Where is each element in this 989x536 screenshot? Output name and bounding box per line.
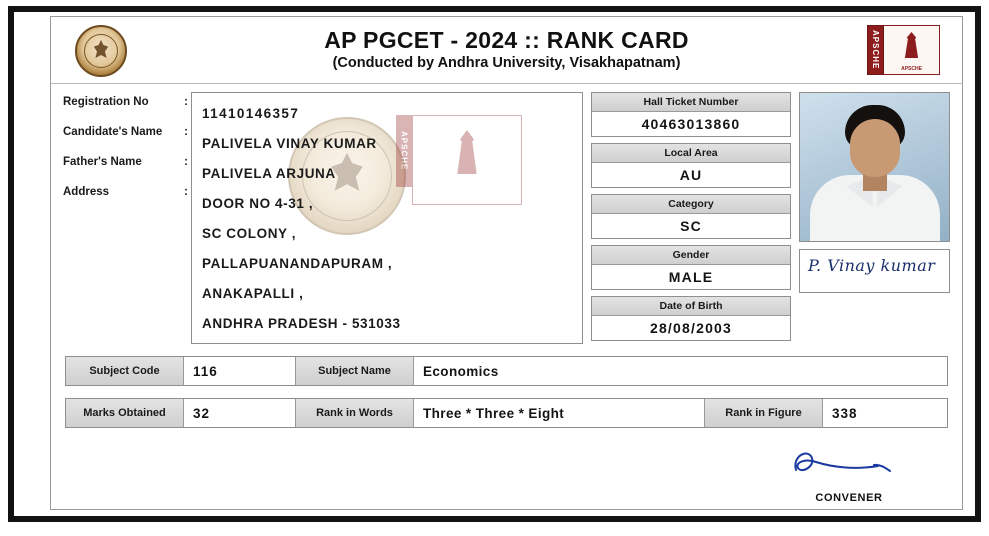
- card-body: [51, 84, 962, 510]
- value-father-name: PALIVELA ARJUNA: [202, 166, 336, 181]
- marks-obtained-label: Marks Obtained: [66, 399, 184, 427]
- label-father-name: Father's Name :: [63, 156, 188, 168]
- label-candidate-name: Candidate's Name :: [63, 126, 188, 138]
- rank-in-words-label: Rank in Words: [296, 399, 414, 427]
- value-candidate-name: PALIVELA VINAY KUMAR: [202, 136, 377, 151]
- convener-label: CONVENER: [815, 492, 883, 504]
- value-address-line-1: DOOR NO 4-31 ,: [202, 196, 314, 211]
- candidate-details: [63, 92, 583, 344]
- subject-name-value: Economics: [423, 363, 499, 379]
- info-column: [591, 92, 791, 341]
- candidate-signature-text: P. Vinay kumar: [808, 256, 936, 275]
- detail-values: [191, 92, 583, 344]
- value-address-line-2: SC COLONY ,: [202, 226, 297, 241]
- value-address-line-5: ANDHRA PRADESH - 531033: [202, 316, 401, 331]
- candidate-photo: [799, 92, 950, 242]
- card-footer: [63, 434, 950, 510]
- info-gender: Gender MALE: [591, 245, 791, 290]
- info-local-area: Local Area AU: [591, 143, 791, 188]
- page-title: AP PGCET - 2024 :: RANK CARD: [324, 27, 689, 53]
- value-registration-no: 11410146357: [202, 106, 300, 121]
- marks-row: [65, 398, 948, 428]
- subject-name-label: Subject Name: [296, 357, 414, 385]
- label-registration-no: Registration No :: [63, 96, 188, 108]
- rank-in-figure-value: 338: [832, 405, 858, 421]
- subject-code-value: 116: [184, 357, 296, 385]
- watermark-apsche-label: APSCHE: [396, 115, 412, 187]
- info-category: Category SC: [591, 194, 791, 239]
- rank-in-figure-label: Rank in Figure: [705, 399, 823, 427]
- header-titles: [51, 27, 962, 73]
- subject-code-label: Subject Code: [66, 357, 184, 385]
- photo-column: [799, 92, 950, 293]
- rank-in-words-value: Three * Three * Eight: [414, 399, 705, 427]
- marks-obtained-value: 32: [184, 399, 296, 427]
- apsche-vertical-label: APSCHE: [867, 25, 884, 75]
- value-address-line-3: PALLAPUANANDAPURAM ,: [202, 256, 393, 271]
- info-date-of-birth: Date of Birth 28/08/2003: [591, 296, 791, 341]
- detail-labels: [63, 92, 191, 344]
- document-frame: [8, 6, 981, 522]
- page-subtitle: (Conducted by Andhra University, Visakhapatnam): [332, 55, 681, 71]
- top-row: [63, 92, 950, 344]
- label-address: Address :: [63, 186, 188, 198]
- rank-card: [50, 16, 963, 510]
- convener-signature-icon: [774, 440, 924, 492]
- apsche-emblem-icon: [884, 25, 940, 75]
- subject-row: [65, 356, 948, 386]
- candidate-signature: [799, 249, 950, 293]
- convener-block: [774, 440, 924, 504]
- info-hall-ticket-number: Hall Ticket Number 40463013860: [591, 92, 791, 137]
- apsche-logo: [867, 25, 940, 75]
- apsche-caption: APSCHE: [901, 66, 922, 72]
- value-address-line-4: ANAKAPALLI ,: [202, 286, 304, 301]
- card-header: [51, 17, 962, 84]
